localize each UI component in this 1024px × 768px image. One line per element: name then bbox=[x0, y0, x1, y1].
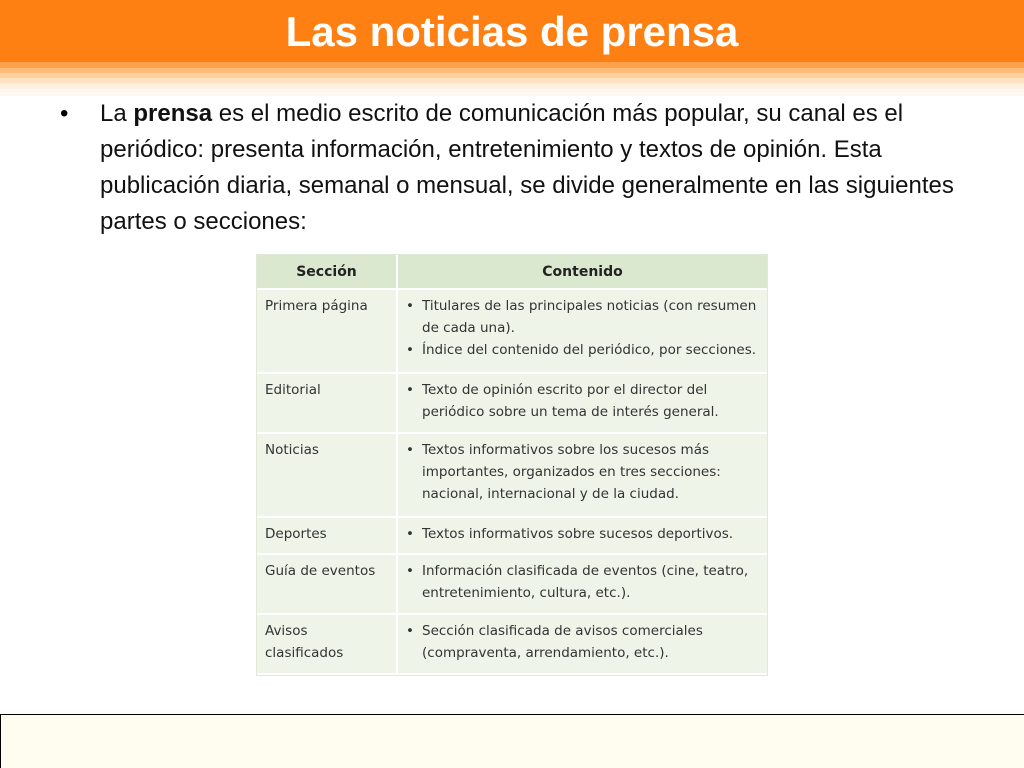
row-section: Noticias bbox=[257, 433, 397, 517]
content-item: • Titulares de las principales noticias (con resumen de cada una). bbox=[406, 295, 759, 339]
row-content bbox=[397, 289, 767, 373]
content-item: • Textos informativos sobre los sucesos más importantes, organizados en tres secciones: nacional, internacional y de la ciudad. bbox=[406, 439, 759, 505]
table-row bbox=[257, 517, 767, 554]
content-item: • Información clasificada de eventos (cine, teatro, entretenimiento, cultura, etc.). bbox=[406, 560, 759, 604]
title-banner bbox=[0, 0, 1024, 96]
bullet-marker: • bbox=[60, 100, 69, 127]
gradient-stripe bbox=[0, 89, 1024, 96]
table-row bbox=[257, 373, 767, 433]
row-section: Deportes bbox=[257, 517, 397, 554]
row-content bbox=[397, 433, 767, 517]
content-item: • Texto de opinión escrito por el director del periódico sobre un tema de interés general. bbox=[406, 379, 759, 423]
row-section: Guía de eventos bbox=[257, 554, 397, 614]
bullet-paragraph bbox=[60, 96, 980, 240]
content-item: • Sección clasificada de avisos comerciales (compraventa, arrendamiento, etc.). bbox=[406, 620, 759, 664]
row-section: Editorial bbox=[257, 373, 397, 433]
row-content bbox=[397, 554, 767, 614]
row-content bbox=[397, 517, 767, 554]
content-item: • Textos informativos sobre sucesos deportivos. bbox=[406, 523, 759, 545]
table-row bbox=[257, 614, 767, 674]
content-item: • Índice del contenido del periódico, por secciones. bbox=[406, 339, 759, 361]
header-content: Contenido bbox=[397, 255, 767, 289]
table-row bbox=[257, 289, 767, 373]
table-row bbox=[257, 554, 767, 614]
table-header-row bbox=[257, 255, 767, 289]
row-section: Primera página bbox=[257, 289, 397, 373]
row-content bbox=[397, 614, 767, 674]
slide-title: Las noticias de prensa bbox=[285, 8, 739, 55]
sections-table bbox=[257, 255, 767, 675]
sections-table-image bbox=[256, 254, 768, 676]
paragraph-bold-term: prensa bbox=[133, 100, 213, 127]
paragraph-lead: La bbox=[100, 100, 134, 127]
paragraph-rest: es el medio escrito de comunicación más popular, su canal es el periódico: presenta información, entretenimiento y textos de opinión. Esta publicación diaria, semanal o mensual, se divide generalmente en las siguientes partes o secciones: bbox=[100, 100, 954, 235]
footer-bar bbox=[0, 714, 1024, 768]
row-content bbox=[397, 373, 767, 433]
header-section: Sección bbox=[257, 255, 397, 289]
table-row bbox=[257, 433, 767, 517]
paragraph-text bbox=[100, 96, 980, 240]
row-section: Avisos clasificados bbox=[257, 614, 397, 674]
